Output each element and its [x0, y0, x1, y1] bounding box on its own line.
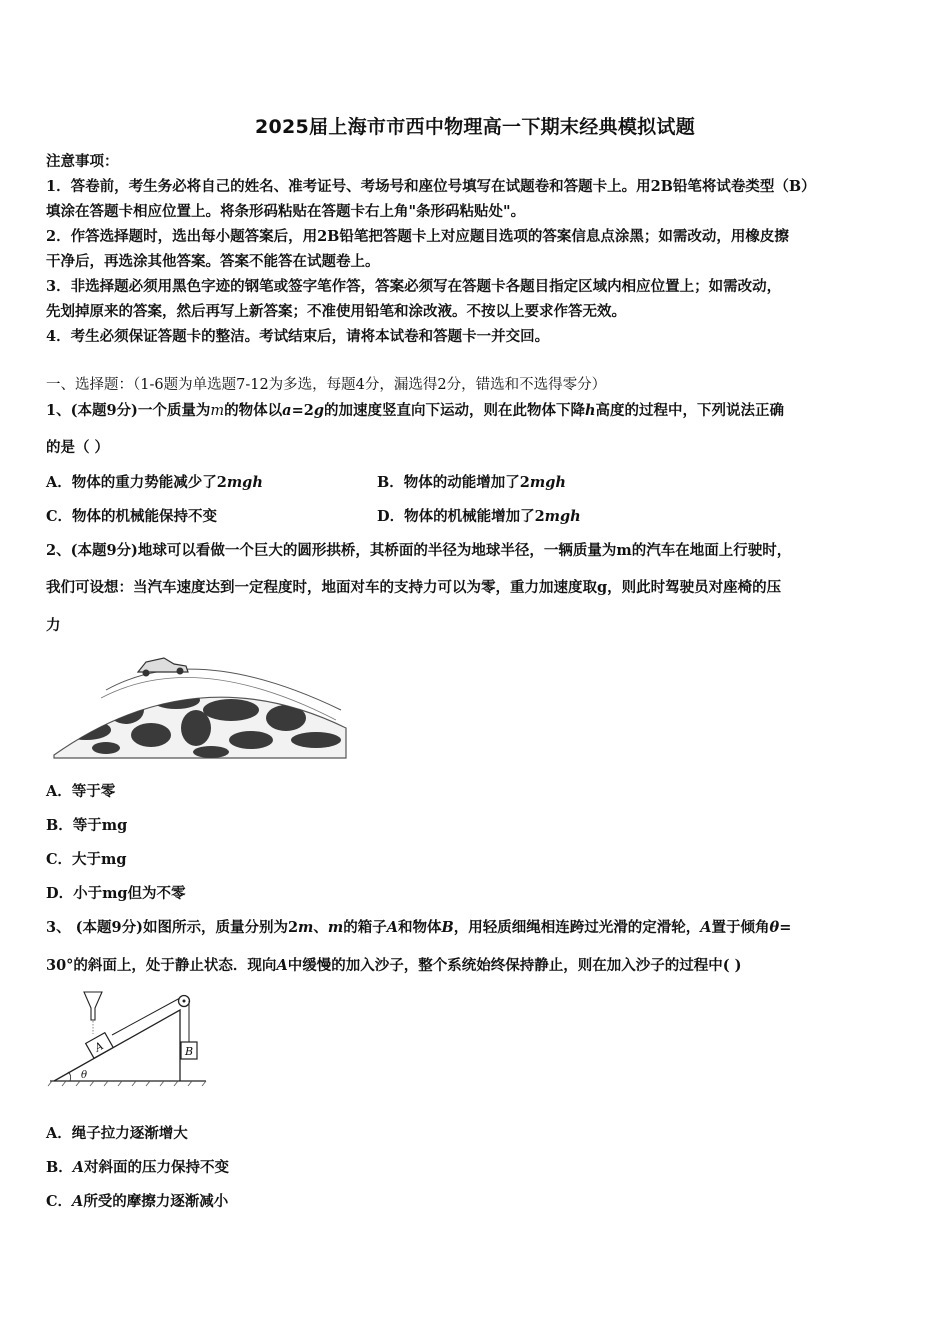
- q2-option-b: B．等于mg: [46, 817, 128, 834]
- q2-option-d: D．小于mg但为不零: [46, 885, 186, 902]
- notice-line-2: 填涂在答题卡相应位置上。将条形码粘贴在答题卡右上角"条形码粘贴处"。: [46, 203, 526, 220]
- notice-line-5: 3．非选择题必须用黑色字迹的钢笔或签字笔作答，答案必须写在答题卡各题目指定区域内相应位置上；如需改动，: [46, 278, 782, 295]
- box-a-label: A: [92, 1039, 106, 1055]
- q2-stem-line-2: 我们可设想：当汽车速度达到一定程度时，地面对车的支持力可以为零，重力加速度取g，则此时驾驶员对座椅的压: [46, 579, 782, 596]
- q3-option-b: B．A对斜面的压力保持不变: [46, 1159, 230, 1176]
- notice-line-1: 1．答卷前，考生务必将自己的姓名、准考证号、考场号和座位号填写在试题卷和答题卡上。用2B铅笔将试卷类型（B）: [46, 178, 816, 195]
- q1-option-c: C．物体的机械能保持不变: [46, 508, 218, 525]
- q1-option-d: D．物体的机械能增加了2mgh: [377, 508, 581, 525]
- earth-car-figure: [46, 640, 351, 760]
- q1-option-a: A．物体的重力势能减少了2mgh: [46, 474, 263, 491]
- box-b-label: B: [185, 1045, 194, 1058]
- page-title: 2025届上海市市西中物理高一下期末经典模拟试题: [254, 116, 696, 138]
- q3-stem-line-1: 3、 (本题9分)如图所示，质量分别为2m、m的箱子A和物体B，用轻质细绳相连跨过光滑的定滑轮，A置于倾角θ=: [46, 919, 792, 936]
- notice-line-3: 2．作答选择题时，选出每小题答案后，用2B铅笔把答题卡上对应题目选项的答案信息点涂黑；如需改动，用橡皮擦: [46, 228, 789, 245]
- q1-option-b: B．物体的动能增加了2mgh: [377, 474, 566, 491]
- car-icon: [138, 658, 188, 677]
- q2-option-c: C．大于mg: [46, 851, 127, 868]
- funnel-icon: [84, 992, 102, 1020]
- q2-option-a: A．等于零: [46, 783, 116, 800]
- q3-stem-line-2: 30°的斜面上，处于静止状态．现向A中缓慢的加入沙子，整个系统始终保持静止，则在加入沙子的过程中( ): [46, 957, 742, 974]
- theta-label: θ: [81, 1070, 88, 1081]
- notice-heading: 注意事项：: [46, 153, 119, 170]
- incline-pulley-figure: [46, 988, 211, 1088]
- notice-line-6: 先划掉原来的答案，然后再写上新答案；不准使用铅笔和涂改液。不按以上要求作答无效。: [46, 303, 626, 320]
- q1-stem-line-1: 1、(本题9分)一个质量为m的物体以a=2g的加速度竖直向下运动，则在此物体下降h高度的过程中，下列说法正确: [46, 402, 784, 419]
- q1-stem-line-2: 的是（ ）: [46, 439, 110, 456]
- q2-stem-line-3: 力: [46, 617, 61, 634]
- q3-option-a: A．绳子拉力逐渐增大: [46, 1125, 188, 1142]
- notice-line-4: 干净后，再选涂其他答案。答案不能答在试题卷上。: [46, 253, 380, 270]
- q3-option-c: C．A所受的摩擦力逐渐减小: [46, 1193, 229, 1210]
- section-heading: 一、选择题：（1-6题为单选题7-12为多选，每题4分，漏选得2分，错选和不选得零分）: [46, 377, 607, 393]
- notice-line-7: 4．考生必须保证答题卡的整洁。考试结束后，请将本试卷和答题卡一并交回。: [46, 328, 550, 345]
- q2-stem-line-1: 2、(本题9分)地球可以看做一个巨大的圆形拱桥，其桥面的半径为地球半径，一辆质量为m的汽车在地面上行驶时，: [46, 542, 792, 559]
